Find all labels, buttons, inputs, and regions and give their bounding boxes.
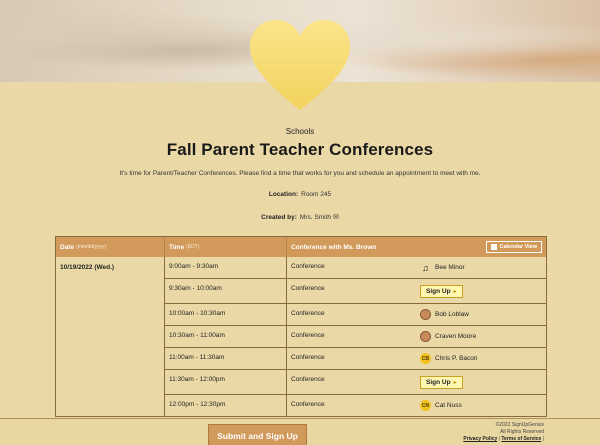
sign-up-button[interactable]: Sign Up ▸ [420, 285, 463, 298]
slot-participant [420, 304, 546, 325]
table-row [165, 348, 546, 370]
table-row [165, 279, 546, 304]
arrow-icon: ▸ [453, 288, 457, 295]
copyright: ©2022 SignUpGenius All Rights Reserved Privacy Policy | Terms of Service | [463, 422, 544, 442]
avatar [420, 309, 431, 320]
location-label: Location: [268, 191, 299, 198]
slot-conference: Conference [291, 401, 325, 408]
avatar: CB [420, 353, 431, 364]
participant-name: Chris P. Bacon [435, 355, 478, 362]
sign-up-button[interactable]: Sign Up ▸ [420, 376, 463, 389]
participant-name: Bee Minor [435, 264, 465, 271]
header-conference: Conference with Ms. Brown Calendar View [287, 237, 546, 257]
slot-participant [420, 395, 546, 416]
slot-time: 11:30am - 12:00pm [165, 370, 287, 394]
table-row [165, 304, 546, 326]
header-date: Date (mm/dd/yyyy) [56, 237, 165, 257]
privacy-policy-link[interactable]: Privacy Policy [463, 436, 498, 442]
avatar [420, 331, 431, 342]
slot-conference: Conference [291, 354, 325, 361]
date-cell: 10/19/2022 (Wed.) [56, 257, 165, 417]
header-time: Time (EDT) [165, 237, 287, 257]
category-label: Schools [285, 127, 315, 136]
location-line [0, 191, 600, 198]
slot-participant [420, 348, 546, 369]
created-by-label: Created by: [261, 214, 297, 221]
slot-participant [420, 326, 546, 347]
calendar-icon [491, 244, 497, 250]
participant-name: Bob Loblaw [435, 311, 469, 318]
arrow-icon: ▸ [453, 379, 457, 386]
created-by-line [0, 213, 600, 221]
slot-conference: Conference [291, 285, 325, 292]
slot-time: 10:00am - 10:30am [165, 304, 287, 325]
slot-time: 9:00am - 9:30am [165, 257, 287, 278]
slot-time: 9:30am - 10:00am [165, 279, 287, 303]
slot-conference: Conference [291, 263, 325, 270]
slot-rows [165, 257, 546, 417]
table-row [165, 257, 546, 279]
participant-name: Cat Nuss [435, 402, 462, 409]
location-value: Room 245 [301, 191, 332, 198]
created-by-value: Mrs. Smith [299, 214, 331, 221]
slot-time: 10:30am - 11:00am [165, 326, 287, 347]
footer-bar [0, 418, 600, 445]
terms-of-service-link[interactable]: Terms of Service [501, 436, 542, 442]
slot-participant [420, 279, 546, 303]
table-header [56, 237, 546, 257]
page-title: Fall Parent Teacher Conferences [166, 140, 434, 159]
slot-conference: Conference [291, 332, 325, 339]
table-row [165, 370, 546, 395]
slot-conference: Conference [291, 376, 325, 383]
heart-logo [250, 20, 350, 112]
submit-and-sign-up-button[interactable]: Submit and Sign Up [208, 424, 307, 445]
slot-participant [420, 370, 546, 394]
envelope-icon[interactable]: ✉ [332, 214, 339, 221]
slot-time: 12:00pm - 12:30pm [165, 395, 287, 416]
table-row [165, 326, 546, 348]
music-note-icon: ♫ [422, 262, 429, 273]
participant-name: Craven Moore [435, 333, 477, 340]
table-row [165, 395, 546, 417]
calendar-view-button[interactable]: Calendar View [486, 241, 543, 253]
description: It's time for Parent/Teacher Conferences. Please find a time that works for you and schedule an appointment to meet with me. [119, 170, 481, 177]
avatar: CN [420, 400, 431, 411]
slot-conference: Conference [291, 310, 325, 317]
slot-time: 11:00am - 11:30am [165, 348, 287, 369]
signup-table [55, 236, 547, 417]
slot-participant [420, 257, 546, 278]
